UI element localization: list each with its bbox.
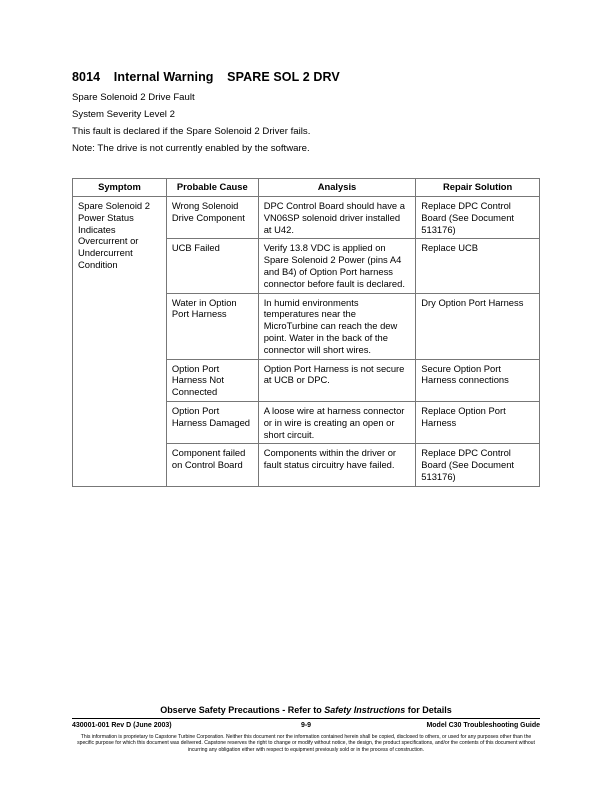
header-analysis: Analysis <box>258 179 416 197</box>
cause-cell: UCB Failed <box>166 239 258 293</box>
header-probable-cause: Probable Cause <box>166 179 258 197</box>
analysis-cell: In humid environments temperatures near the MicroTurbine can reach the dew point. Water in the back of the connector will short wires. <box>258 293 416 359</box>
repair-cell: Replace UCB <box>416 239 540 293</box>
note-text: Note: The drive is not currently enabled by the software. <box>72 143 310 154</box>
cause-cell: Option Port Harness Damaged <box>166 401 258 443</box>
analysis-cell: Components within the driver or fault status circuitry have failed. <box>258 444 416 486</box>
guide-title: Model C30 Troubleshooting Guide <box>426 722 540 729</box>
analysis-cell: Verify 13.8 VDC is applied on Spare Solenoid 2 Power (pins A4 and B4) of Option Port harness connector before fault is declared. <box>258 239 416 293</box>
safety-suffix: for Details <box>405 705 452 715</box>
page-title <box>72 70 340 84</box>
safety-notice <box>0 705 612 715</box>
proprietary-notice: This information is proprietary to Capstone Turbine Corporation. Neither this document nor the information contained herein shall be copied, disclosed to others, or used for any purposes other than the specific purpose for which this document was delivered. Capstone reserves the right to change or modify without notice, the design, the product specifications, and/or the contents of this document without incurring any obligation either with respect to equipment previously sold or in the process of construction. <box>77 734 535 753</box>
fault-description: Spare Solenoid 2 Drive Fault <box>72 92 195 103</box>
safety-prefix: Observe Safety Precautions - Refer to <box>160 705 325 715</box>
repair-cell: Replace DPC Control Board (See Document 513176) <box>416 444 540 486</box>
fault-code: 8014 <box>72 70 101 84</box>
severity-level: System Severity Level 2 <box>72 109 175 120</box>
troubleshooting-table <box>72 178 540 487</box>
cause-cell: Component failed on Control Board <box>166 444 258 486</box>
doc-number: 430001-001 Rev D (June 2003) <box>72 722 172 729</box>
header-repair-solution: Repair Solution <box>416 179 540 197</box>
analysis-cell: A loose wire at harness connector or in wire is creating an open or short circuit. <box>258 401 416 443</box>
header-symptom: Symptom <box>73 179 167 197</box>
cause-cell: Water in Option Port Harness <box>166 293 258 359</box>
safety-instructions-ref: Safety Instructions <box>324 705 406 715</box>
cause-cell: Wrong Solenoid Drive Component <box>166 197 258 239</box>
repair-cell: Replace Option Port Harness <box>416 401 540 443</box>
repair-cell: Secure Option Port Harness connections <box>416 359 540 401</box>
repair-cell: Replace DPC Control Board (See Document 513176) <box>416 197 540 239</box>
table-header-row <box>73 179 540 197</box>
analysis-cell: Option Port Harness is not secure at UCB or DPC. <box>258 359 416 401</box>
symptom-cell: Spare Solenoid 2 Power Status Indicates Overcurrent or Undercurrent Condition <box>73 197 167 487</box>
page-number: 9-9 <box>300 722 312 729</box>
repair-cell: Dry Option Port Harness <box>416 293 540 359</box>
declaration-text: This fault is declared if the Spare Solenoid 2 Driver fails. <box>72 126 311 137</box>
cause-cell: Option Port Harness Not Connected <box>166 359 258 401</box>
footer-divider <box>72 718 540 719</box>
fault-name: SPARE SOL 2 DRV <box>227 70 340 84</box>
fault-type: Internal Warning <box>113 70 214 84</box>
analysis-cell: DPC Control Board should have a VN06SP solenoid driver installed at U42. <box>258 197 416 239</box>
table-row <box>73 197 540 239</box>
